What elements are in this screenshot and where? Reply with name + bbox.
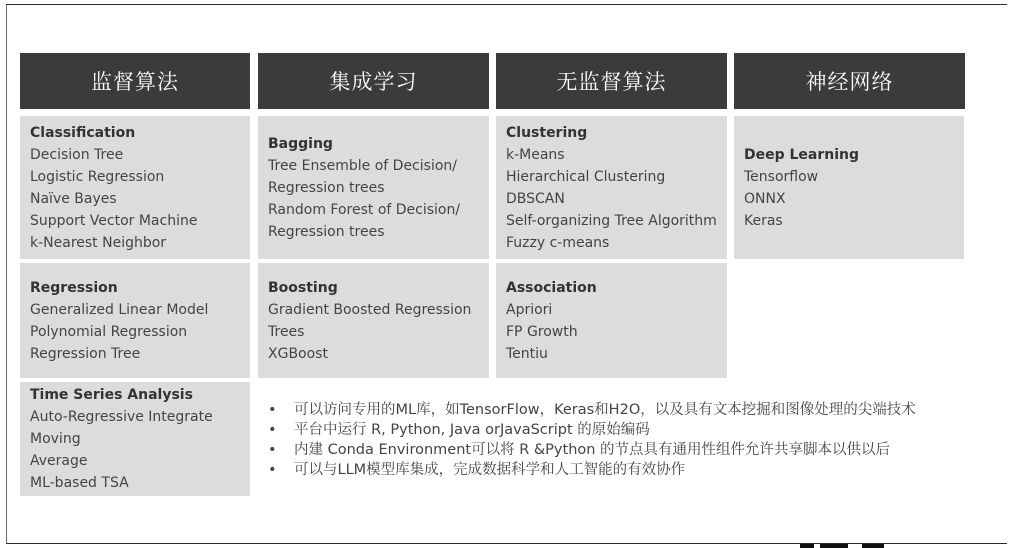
bullet-dot-icon: • xyxy=(268,442,277,458)
list-item: ONNX xyxy=(744,190,786,207)
deep-learning-box xyxy=(734,116,964,259)
corner-mark xyxy=(862,544,884,548)
bullet-dot-icon: • xyxy=(268,422,277,438)
list-item: Apriori xyxy=(506,301,553,318)
list-item: Tree Ensemble of Decision/ xyxy=(268,157,457,174)
list-item: XGBoost xyxy=(268,345,328,362)
list-item: Trees xyxy=(268,323,305,340)
list-item: ML-based TSA xyxy=(30,475,129,491)
list-item: Regression trees xyxy=(268,223,385,240)
corner-mark xyxy=(820,544,848,548)
bagging-title: Bagging xyxy=(268,135,333,152)
header-supervised: 监督算法 xyxy=(20,53,250,109)
list-item: Generalized Linear Model xyxy=(30,301,209,318)
regression-title: Regression xyxy=(30,279,118,296)
bullet-dot-icon: • xyxy=(268,462,277,478)
time-series-box xyxy=(20,382,250,496)
header-neural: 神经网络 xyxy=(734,53,965,109)
deep-learning-title: Deep Learning xyxy=(744,146,860,163)
list-item: k-Nearest Neighbor xyxy=(30,234,167,251)
list-item: Gradient Boosted Regression xyxy=(268,301,472,318)
list-item: Auto-Regressive Integrate xyxy=(30,409,213,425)
bagging-box xyxy=(258,116,489,259)
list-item: Decision Tree xyxy=(30,146,124,163)
list-item: Logistic Regression xyxy=(30,168,165,185)
list-item: Keras xyxy=(744,212,783,229)
list-item: Support Vector Machine xyxy=(30,212,198,229)
list-item: Moving xyxy=(30,431,81,447)
boosting-title: Boosting xyxy=(268,279,338,296)
corner-mark xyxy=(800,544,814,548)
classification-title: Classification xyxy=(30,124,136,141)
list-item: Regression trees xyxy=(268,179,385,196)
list-item: Tensorflow xyxy=(744,168,819,185)
clustering-box xyxy=(496,116,727,259)
list-item: Hierarchical Clustering xyxy=(506,168,666,185)
bullet-dot-icon: • xyxy=(268,402,277,418)
list-item: Polynomial Regression xyxy=(30,323,188,340)
header-ensemble: 集成学习 xyxy=(258,53,489,109)
boosting-box xyxy=(258,263,489,378)
regression-box xyxy=(20,263,250,378)
header-unsupervised: 无监督算法 xyxy=(496,53,727,109)
time-series-title: Time Series Analysis xyxy=(30,387,193,403)
list-item: Regression Tree xyxy=(30,345,141,362)
bullet-item: • 内建 Conda Environment可以将 R &Python 的节点具有通用性组件允许共享脚本以供以后 xyxy=(268,442,891,458)
classification-box xyxy=(20,116,250,259)
list-item: DBSCAN xyxy=(506,190,565,207)
list-item: Fuzzy c-means xyxy=(506,234,610,251)
association-box xyxy=(496,263,727,378)
bullet-item: • 平台中运行 R, Python, Java orJavaScript 的原始编码 xyxy=(268,422,650,438)
feature-bullet-list xyxy=(268,400,1008,480)
list-item: Self-organizing Tree Algorithm xyxy=(506,212,717,229)
bullet-item: • 可以与LLM模型库集成，完成数据科学和人工智能的有效协作 xyxy=(268,462,686,478)
list-item: k-Means xyxy=(506,146,565,163)
bullet-item: • 可以访问专用的ML库，如TensorFlow，Keras和H2O，以及具有文本挖掘和图像处理的尖端技术 xyxy=(268,402,916,418)
list-item: Random Forest of Decision/ xyxy=(268,201,461,218)
list-item: FP Growth xyxy=(506,323,578,340)
list-item: Average xyxy=(30,453,88,469)
clustering-title: Clustering xyxy=(506,124,588,141)
association-title: Association xyxy=(506,279,597,296)
list-item: Tentiu xyxy=(506,345,548,362)
list-item: Naïve Bayes xyxy=(30,190,117,207)
